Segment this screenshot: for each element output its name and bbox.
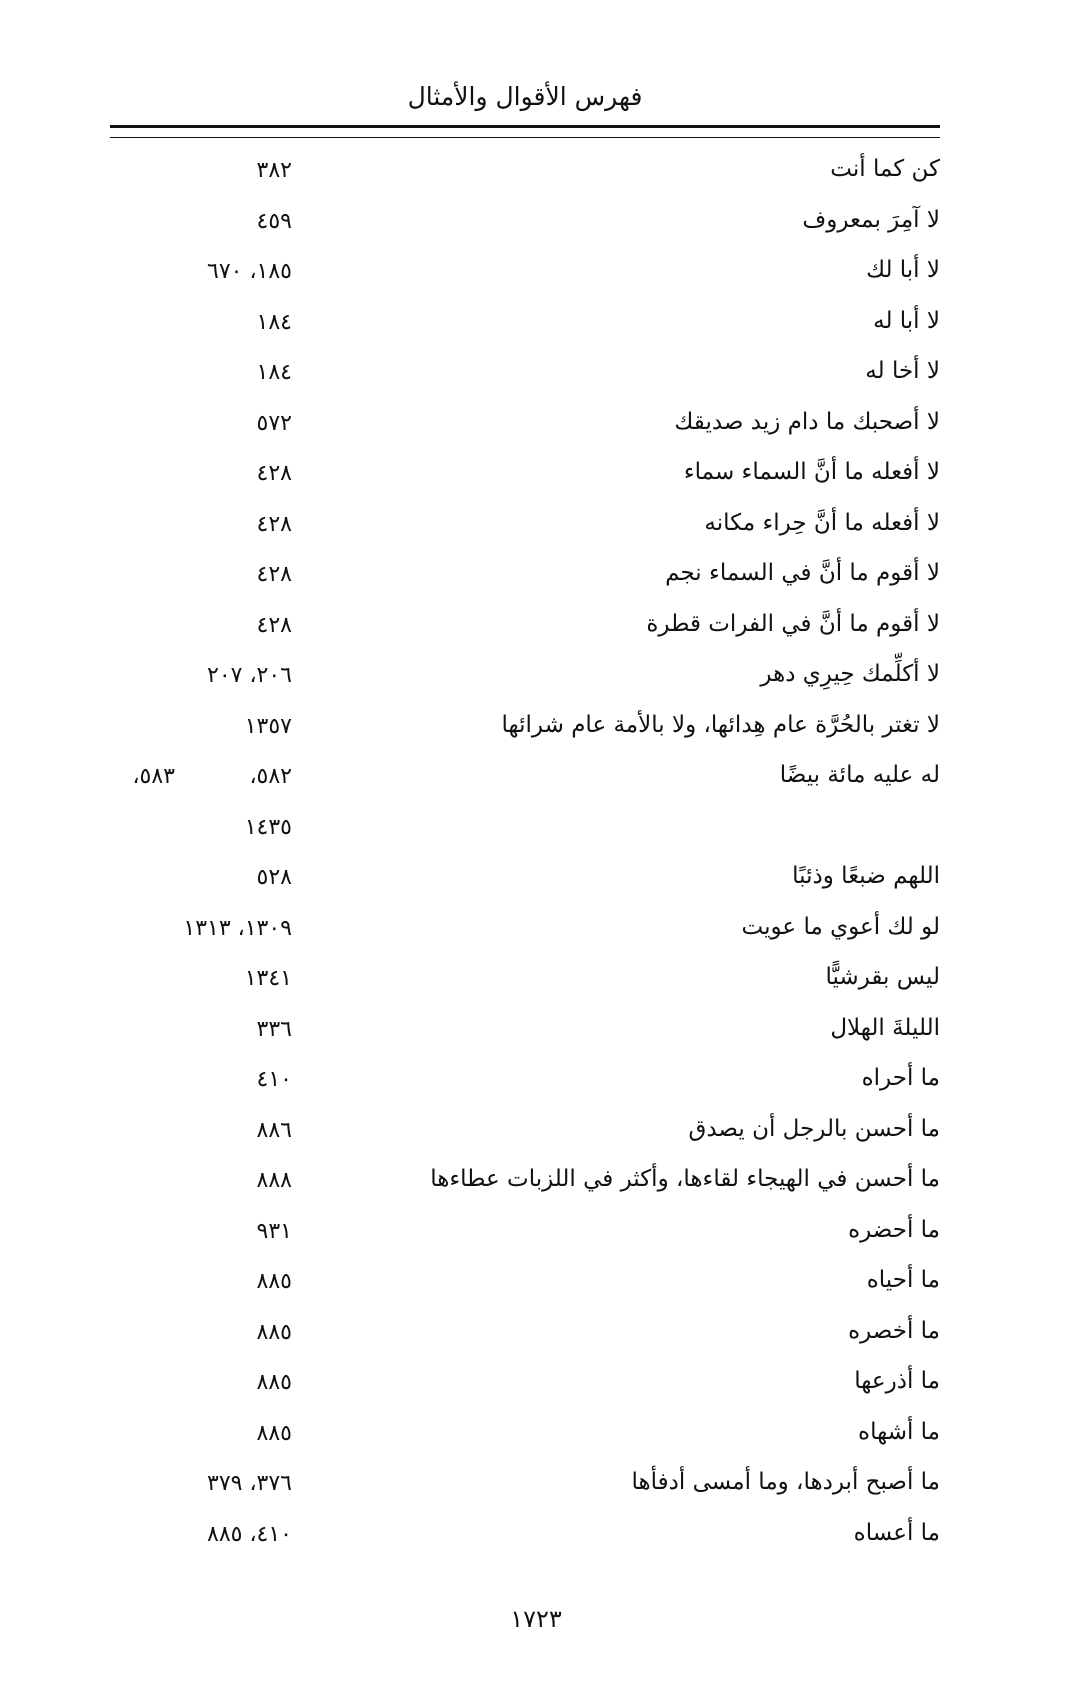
entry-page-refs: ٥٢٨ xyxy=(256,865,292,890)
entry-page-refs: ٤٢٨ xyxy=(256,511,292,537)
index-entry xyxy=(110,904,940,955)
entry-saying: ما أحسن في الهيجاء لقاءها، وأكثر في اللزبات عطاءها xyxy=(430,1166,940,1192)
entry-page-refs: ١٣٤١ xyxy=(244,966,292,991)
header-rule-thick xyxy=(110,125,940,128)
index-entry xyxy=(110,1055,940,1106)
index-entry xyxy=(110,1358,940,1409)
entry-page-refs: ٤١٠ xyxy=(256,1067,292,1092)
index-entry xyxy=(110,197,940,248)
entry-saying: لا أقوم ما أنَّ في السماء نجم xyxy=(665,560,940,586)
index-entry xyxy=(110,601,940,652)
entry-saying: لا أخا له xyxy=(865,358,940,384)
entry-saying: ما أعساه xyxy=(853,1519,940,1546)
entry-saying: لا أصحبك ما دام زيد صديقك xyxy=(674,408,940,435)
entry-saying: ما أخصره xyxy=(848,1317,940,1344)
index-entry xyxy=(110,1106,940,1157)
index-entry xyxy=(110,500,940,551)
entry-page-refs: ٨٨٥ xyxy=(256,1319,292,1345)
entry-saying: لا أفعله ما أنَّ حِراء مكانه xyxy=(704,509,940,536)
entry-saying: لا أبا لك xyxy=(866,257,940,283)
index-entries-list xyxy=(110,146,940,1560)
entry-page-refs: ١٣٥٧ xyxy=(244,713,292,739)
entry-page-refs: ٩٣١ xyxy=(256,1218,292,1244)
running-head-title: فهرس الأقوال والأمثال xyxy=(407,82,643,111)
entry-saying: ما أشهاه xyxy=(858,1418,940,1445)
entry-page-refs: ٨٨٥ xyxy=(256,1269,292,1294)
index-entry xyxy=(110,348,940,399)
index-entry xyxy=(110,1207,940,1258)
entry-page-refs: ٨٨٥ xyxy=(256,1370,292,1395)
index-entry xyxy=(110,1510,940,1561)
entry-page-refs: ١٨٥، ٦٧٠ xyxy=(207,259,292,284)
header-rule-thin xyxy=(110,137,940,138)
entry-saying: الليلةَ الهلال xyxy=(830,1014,940,1041)
index-entry xyxy=(110,449,940,500)
entry-page-refs: ٤١٠، ٨٨٥ xyxy=(207,1521,292,1547)
entry-saying: لا آمِرَ بمعروف xyxy=(802,206,940,233)
entry-saying: ما أحسن بالرجل أن يصدق xyxy=(688,1115,940,1142)
entry-page-refs: ٢٠٦، ٢٠٧ xyxy=(207,663,292,688)
entry-page-refs: ٤٢٨ xyxy=(256,612,292,638)
entry-page-refs: ٥٧٢ xyxy=(256,410,292,436)
entry-page-refs: ٨٨٦ xyxy=(256,1117,292,1143)
entry-page-refs: ٤٢٨ xyxy=(256,562,292,587)
entry-saying: لو لك أعوي ما عويت xyxy=(741,913,940,940)
index-entry xyxy=(110,550,940,601)
entry-page-refs: ١٨٤ xyxy=(256,309,292,335)
index-entry xyxy=(110,752,940,803)
index-entry xyxy=(110,1005,940,1056)
index-entry xyxy=(110,702,940,753)
entry-page-refs: ١٤٣٥ xyxy=(244,814,292,840)
entry-page-refs: ١٣٠٩، ١٣١٣ xyxy=(183,915,292,941)
entry-saying: ما أصبح أبردها، وما أمسى أدفأها xyxy=(631,1469,940,1495)
page-number: ١٧٢٣ xyxy=(510,1605,562,1633)
index-entry xyxy=(110,247,940,298)
entry-page-refs-extra: ٥٨٣، xyxy=(132,764,175,789)
entry-saying: لا أقوم ما أنَّ في الفرات قطرة xyxy=(646,610,940,637)
index-entry xyxy=(110,1156,940,1207)
entry-saying: ما أحياه xyxy=(866,1267,940,1293)
entry-page-refs: ٤٥٩ xyxy=(256,208,292,234)
entry-page-refs: ٣٣٦ xyxy=(256,1016,292,1042)
index-entry xyxy=(110,853,940,904)
entry-page-refs: ٨٨٨ xyxy=(256,1168,292,1193)
index-entry xyxy=(110,1257,940,1308)
entry-page-refs: ٣٧٦، ٣٧٩ xyxy=(207,1471,292,1496)
entry-saying: لا تغتر بالحُرَّة عام هِدائها، ولا بالأمة عام شرائها xyxy=(501,711,940,738)
entry-saying: له عليه مائة بيضًا xyxy=(779,762,940,788)
entry-saying: لا أكلِّمك حِيرِي دهر xyxy=(760,661,940,687)
entry-saying: ما أحضره xyxy=(848,1216,940,1243)
entry-page-refs: ٨٨٥ xyxy=(256,1420,292,1446)
index-entry xyxy=(110,399,940,450)
entry-saying: اللهم ضبعًا وذئبًا xyxy=(792,863,940,889)
entry-saying: ما أذرعها xyxy=(854,1368,940,1394)
entry-saying: لا أبا له xyxy=(873,307,940,334)
entry-saying: ليس بقرشيًّا xyxy=(825,964,940,990)
entry-page-refs: ١٨٤ xyxy=(256,360,292,385)
index-entry xyxy=(110,803,940,854)
entry-saying: كن كما أنت xyxy=(830,156,940,182)
entry-page-refs: ٣٨٢ xyxy=(256,158,292,183)
entry-saying: لا أفعله ما أنَّ السماء سماء xyxy=(683,459,940,485)
entry-page-refs: ٥٨٢، xyxy=(249,764,292,789)
index-entry xyxy=(110,651,940,702)
index-entry xyxy=(110,146,940,197)
index-entry xyxy=(110,1308,940,1359)
index-entry xyxy=(110,1409,940,1460)
entry-page-refs: ٤٢٨ xyxy=(256,461,292,486)
index-entry xyxy=(110,954,940,1005)
index-entry xyxy=(110,1459,940,1510)
index-entry xyxy=(110,298,940,349)
entry-saying: ما أحراه xyxy=(861,1065,940,1091)
